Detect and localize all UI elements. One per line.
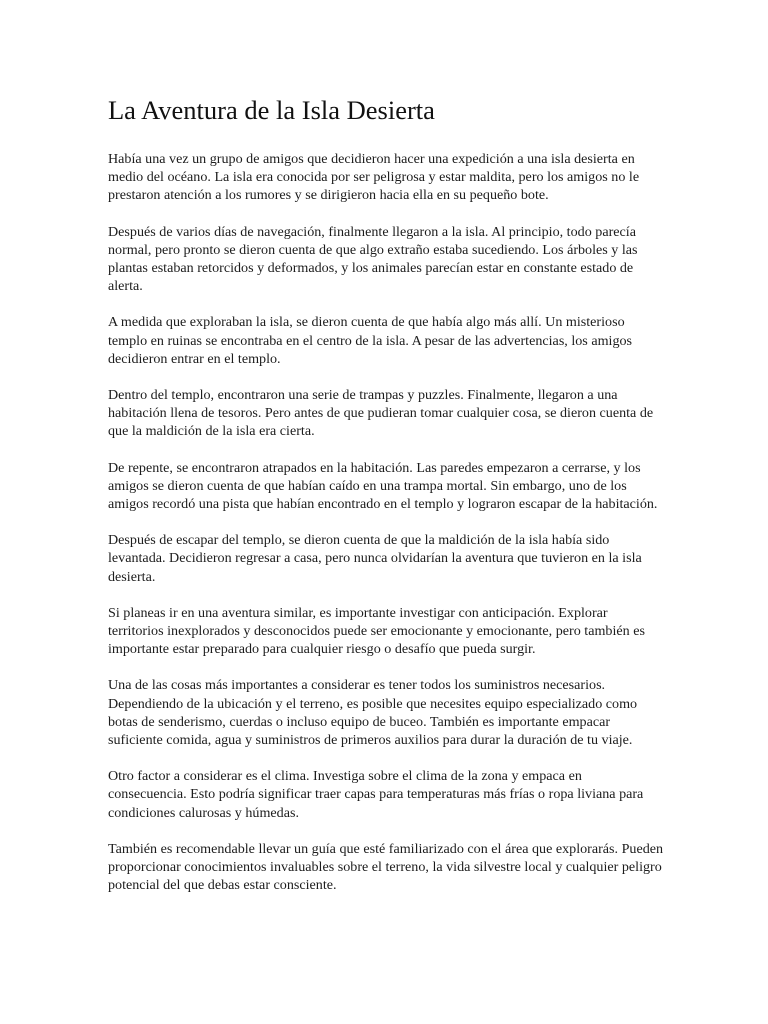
document-title: La Aventura de la Isla Desierta: [108, 95, 435, 125]
document-content: [108, 93, 664, 913]
paragraph-5: De repente, se encontraron atrapados en la habitación. Las paredes empezaron a cerrarse, y los amigos se dieron cuenta de que habían caído en una trampa mortal. Sin embargo, uno de los amigos recordó una pista que habían encontrado en el templo y lograron escapar de la habitación.: [108, 459, 658, 513]
paragraph-1: Había una vez un grupo de amigos que decidieron hacer una expedición a una isla desierta en medio del océano. La isla era conocida por ser peligrosa y estar maldita, pero los amigos no le prestaron atención a los rumores y se dirigieron hacia ella en su pequeño bote.: [108, 151, 640, 204]
paragraph-9: Otro factor a considerar es el clima. Investiga sobre el clima de la zona y empaca en consecuencia. Esto podría significar traer capas para temperaturas más frías o ropa liviana para condiciones calurosas y húmedas.: [108, 768, 644, 821]
paragraph-10: También es recomendable llevar un guía que esté familiarizado con el área que explorarás. Pueden proporcionar conocimientos invaluables sobre el terreno, la vida silvestre local y cualquier peligro potencial del que debas estar consciente.: [108, 840, 664, 894]
paragraph-4: Dentro del templo, encontraron una serie de trampas y puzzles. Finalmente, llegaron a una habitación llena de tesoros. Pero antes de que pudieran tomar cualquier cosa, se dieron cuenta de que la maldición de la isla era cierta.: [108, 387, 654, 440]
paragraph-3: A medida que exploraban la isla, se dieron cuenta de que había algo más allí. Un misterioso templo en ruinas se encontraba en el centro de la isla. A pesar de las advertencias, los amigos decidieron entrar en el templo.: [108, 314, 633, 367]
paragraph-2: Después de varios días de navegación, finalmente llegaron a la isla. Al principio, todo parecía normal, pero pronto se dieron cuenta de que algo extraño estaba sucediendo. Los árboles y las plantas estaban retorcidos y deformados, y los animales parecían estar en constante estado de alerta.: [108, 223, 638, 295]
paragraph-7: Si planeas ir en una aventura similar, es importante investigar con anticipación. Explorar territorios inexplorados y desconocidos puede ser emocionante y emocionante, pero también es importante estar preparado para cualquier riesgo o desafío que pueda surgir.: [108, 604, 645, 658]
paragraph-8: Una de las cosas más importantes a considerar es tener todos los suministros necesarios. Dependiendo de la ubicación y el terreno, es posible que necesites equipo especializado como botas de senderismo, cuerdas o incluso equipo de buceo. También es importante empacar suficiente comida, agua y suministros de primeros auxilios para durar la duración de tu viaje.: [108, 677, 638, 749]
paragraph-6: Después de escapar del templo, se dieron cuenta de que la maldición de la isla había sido levantada. Decidieron regresar a casa, pero nunca olvidarían la aventura que tuvieron en la isla desierta.: [108, 532, 642, 585]
